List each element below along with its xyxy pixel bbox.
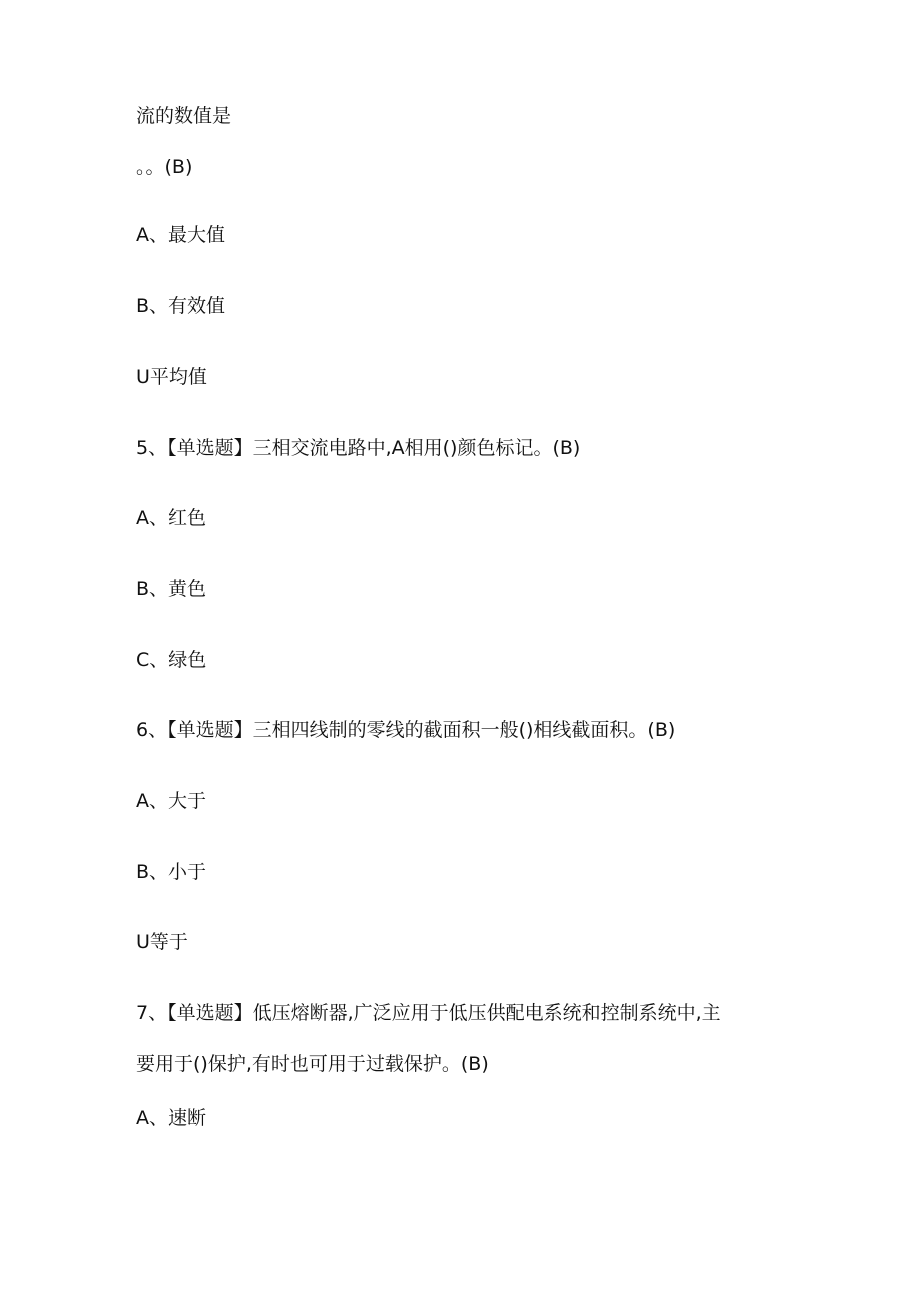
option-a: A、大于 [136,790,206,812]
question-5: 5、【单选题】三相交流电路中,A相用()颜色标记。(B) [136,437,581,459]
option-b: B、有效值 [136,295,226,317]
question-6: 6、【单选题】三相四线制的零线的截面积一般()相线截面积。(B) [136,719,676,741]
option-c: U平均值 [136,366,207,388]
option-b: B、小于 [136,861,207,883]
option-a: A、最大值 [136,224,225,246]
question-stem-continued: 流的数值是 [136,105,232,127]
option-a: A、红色 [136,507,206,529]
question-7-continued: 要用于()保护,有时也可用于过载保护。(B) [136,1053,489,1075]
option-c: U等于 [136,931,188,953]
option-c: C、绿色 [136,649,207,671]
answer-key: 。。(B) [136,156,193,178]
option-a: A、速断 [136,1107,206,1129]
option-b: B、黄色 [136,578,207,600]
question-7: 7、【单选题】低压熔断器,广泛应用于低压供配电系统和控制系统中,主 [136,1002,721,1024]
